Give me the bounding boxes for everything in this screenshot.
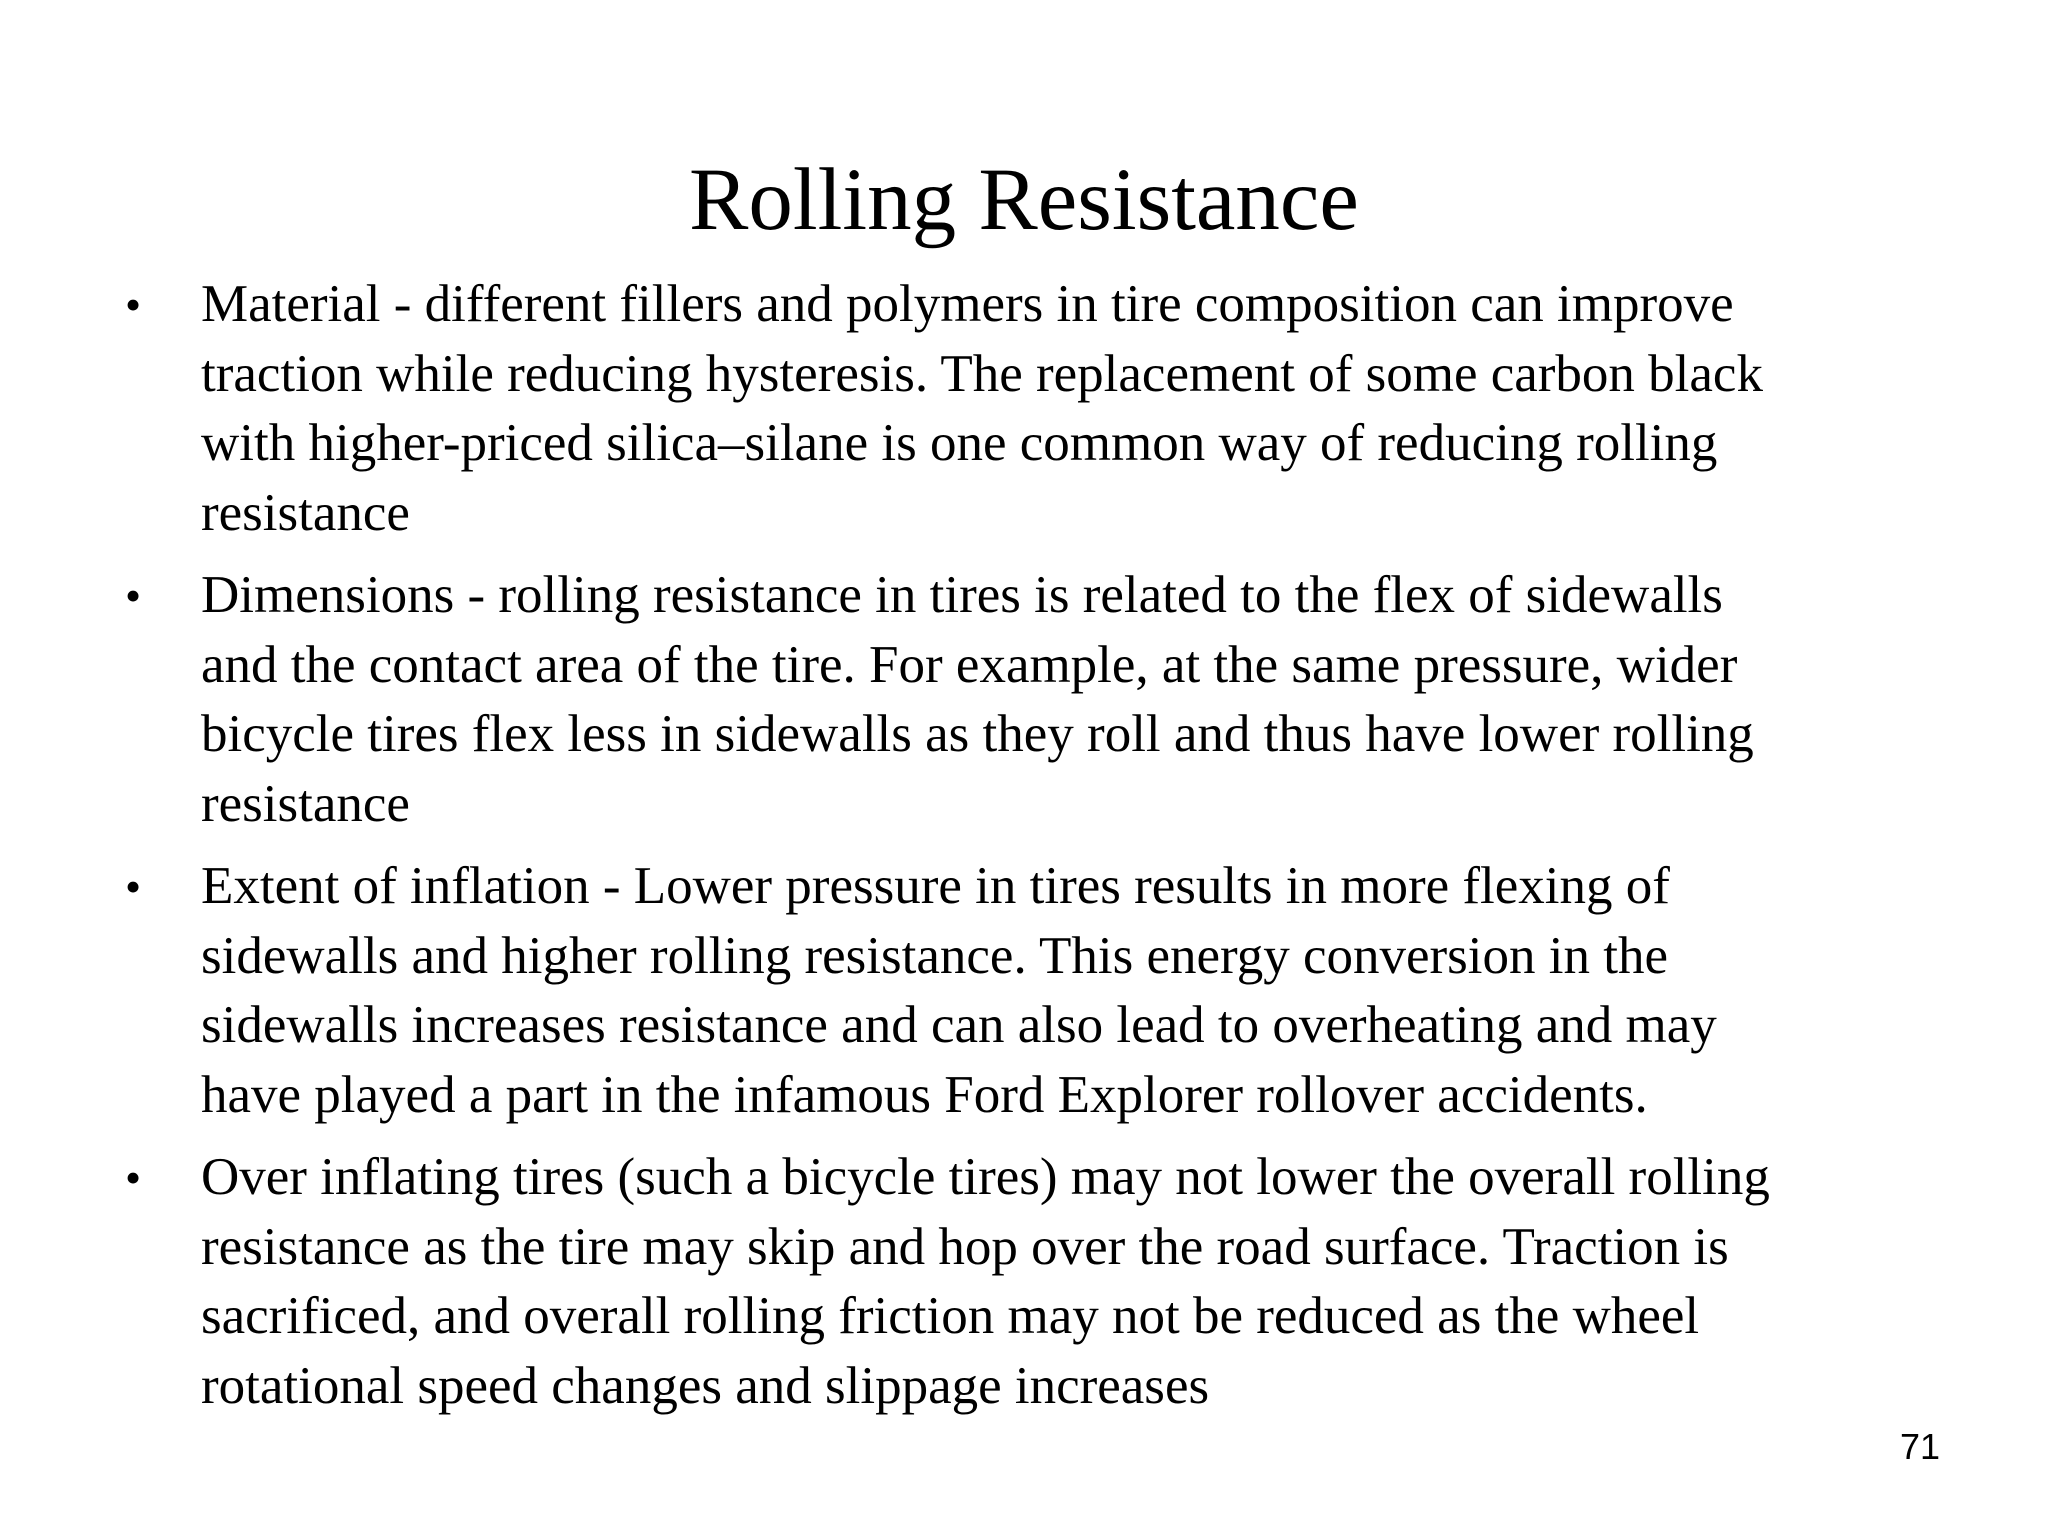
page-number: 71 <box>1899 1426 1940 1467</box>
bullet-text-line: bicycle tires flex less in sidewalls as they roll and thus have lower rolling <box>201 705 1754 763</box>
bullet-text-line: sidewalls increases resistance and can also lead to overheating and may <box>201 996 1717 1054</box>
bullet-text-line: rotational speed changes and slippage increases <box>201 1356 1210 1415</box>
bullet-icon: • <box>125 570 142 621</box>
bullet-text-line: Dimensions - rolling resistance in tires is related to the flex of sidewalls <box>201 566 1723 624</box>
bullet-text-line: traction while reducing hysteresis. The replacement of some carbon black <box>201 344 1763 403</box>
bullet-text-line: resistance <box>201 483 410 542</box>
bullet-text-line: have played a part in the infamous Ford Explorer rollover accidents. <box>201 1065 1648 1124</box>
bullet-text-line: resistance <box>201 774 410 833</box>
bullet-text-line: Material - different fillers and polymers in tire composition can improve <box>201 275 1734 333</box>
bullet-text-line: sacrificed, and overall rolling friction may not be reduced as the wheel <box>201 1287 1700 1345</box>
bullet-icon: • <box>125 861 142 912</box>
bullet-item-material <box>120 270 1920 548</box>
bullet-text-line: with higher-priced silica–silane is one common way of reducing rolling <box>201 414 1718 472</box>
bullet-text-line: Extent of inflation - Lower pressure in tires results in more flexing of <box>201 857 1670 915</box>
bullet-item-inflation <box>120 852 1920 1130</box>
bullet-list <box>120 270 1920 1434</box>
bullet-icon: • <box>125 279 142 330</box>
slide-title: Rolling Resistance <box>689 151 1359 249</box>
bullet-text-line: and the contact area of the tire. For example, at the same pressure, wider <box>201 635 1738 694</box>
bullet-icon: • <box>125 1152 142 1203</box>
bullet-text-line: Over inflating tires (such a bicycle tires) may not lower the overall rolling <box>201 1148 1770 1206</box>
bullet-item-dimensions <box>120 561 1920 839</box>
bullet-text-line: resistance as the tire may skip and hop over the road surface. Traction is <box>201 1217 1729 1276</box>
bullet-item-over-inflating <box>120 1143 1920 1421</box>
bullet-text-line: sidewalls and higher rolling resistance. This energy conversion in the <box>201 926 1668 985</box>
